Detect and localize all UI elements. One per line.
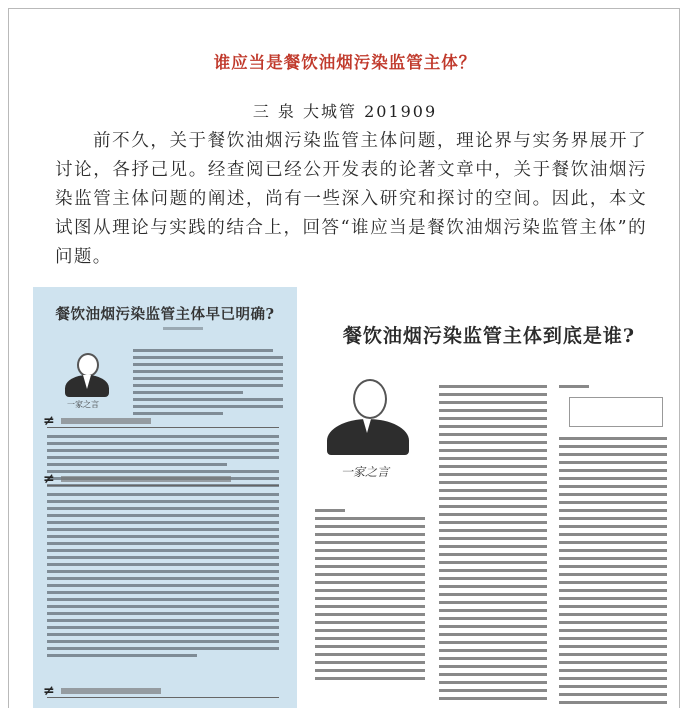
pull-quote-box bbox=[569, 397, 663, 427]
article-column-1 bbox=[315, 509, 425, 685]
article-column-3 bbox=[559, 385, 667, 393]
lead-paragraph: 前不久，关于餐饮油烟污染监管主体问题，理论界与实务界展开了讨论，各抒己见。经查阅已经公开发表的论著文章中，关于餐饮油烟污染监管主体问题的阐述，尚有一些深入研究和探讨的空间。因此，本文试图从理论与实践的结合上，回答“谁应当是餐饮油烟污染监管主体”的问题。 bbox=[55, 131, 647, 267]
intro-text-block bbox=[133, 349, 283, 419]
newspaper-clipping-left bbox=[33, 287, 297, 708]
clipping-right-headline: 餐饮油烟污染监管主体到底是谁? bbox=[342, 325, 636, 347]
article-column-3-body bbox=[559, 437, 667, 708]
article-column-2 bbox=[439, 385, 547, 705]
document-page bbox=[8, 8, 680, 708]
headline-byline-mark bbox=[163, 327, 203, 330]
avatar-caption: 一家之言 bbox=[67, 400, 99, 409]
section-heading-2: ≠ bbox=[47, 475, 279, 486]
newspaper-clipping-right bbox=[301, 287, 680, 708]
clipping-left-headline: 餐饮油烟污染监管主体早已明确? bbox=[55, 306, 275, 323]
avatar-illustration bbox=[63, 353, 113, 413]
section-2-text bbox=[47, 493, 279, 661]
section-heading-1: ≠ bbox=[47, 417, 279, 428]
article-byline: 三 泉 大城管 201909 bbox=[252, 102, 438, 121]
avatar-illustration bbox=[325, 379, 415, 485]
avatar-caption: 一家之言 bbox=[341, 465, 390, 479]
article-title: 谁应当是餐饮油烟污染监管主体？ bbox=[213, 53, 477, 72]
section-heading-3: ≠ bbox=[47, 687, 279, 698]
